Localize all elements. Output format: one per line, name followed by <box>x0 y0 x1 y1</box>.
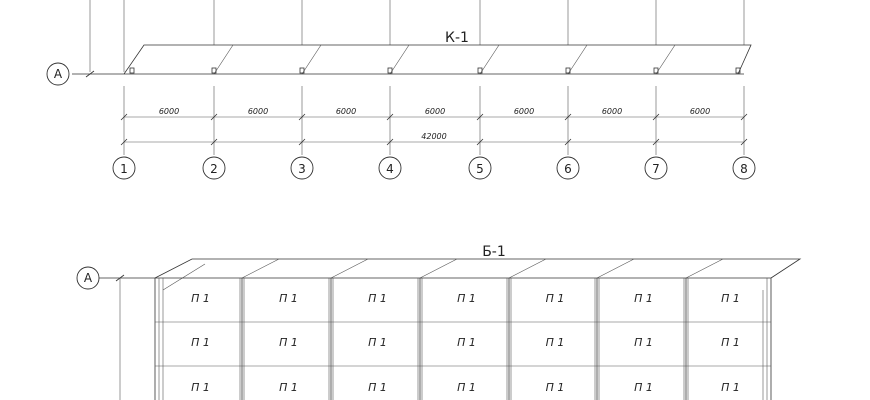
axis-label-8: 8 <box>740 162 748 176</box>
panel-label: П 1 <box>368 336 387 349</box>
plan-k1-title: К-1 <box>445 30 469 46</box>
axis-a-label-k1: А <box>53 67 63 81</box>
panel-label: П 1 <box>634 381 653 394</box>
panel-label: П 1 <box>545 336 565 349</box>
panel-label: П 1 <box>191 336 210 349</box>
plan-b1-title: Б-1 <box>482 244 506 260</box>
panel-label: П 1 <box>634 292 653 305</box>
panel-label: П 1 <box>191 292 210 305</box>
panel-label: П 1 <box>721 336 740 349</box>
axis-label-7: 7 <box>652 162 660 176</box>
axis-a-label-b1: А <box>83 271 93 285</box>
dimension-span: 6000 <box>689 107 711 116</box>
panel-label: П 1 <box>279 381 298 394</box>
dimension-span: 6000 <box>335 107 357 116</box>
panel-label: П 1 <box>545 292 565 305</box>
dimension-span: 6000 <box>247 107 269 116</box>
axis-label-5: 5 <box>476 162 484 176</box>
plan-b1 <box>77 244 800 400</box>
panel-label: П 1 <box>634 336 653 349</box>
panel-label: П 1 <box>191 381 210 394</box>
panel-label: П 1 <box>457 292 476 305</box>
axis-label-1: 1 <box>120 162 128 176</box>
panel-label: П 1 <box>279 336 298 349</box>
axis-label-4: 4 <box>386 162 394 176</box>
panel-label: П 1 <box>721 292 740 305</box>
dimension-total: 42000 <box>421 132 447 141</box>
dimension-span: 6000 <box>601 107 623 116</box>
axis-label-3: 3 <box>298 162 306 176</box>
axis-label-2: 2 <box>210 162 218 176</box>
panel-label: П 1 <box>721 381 740 394</box>
panel-label: П 1 <box>545 381 565 394</box>
dimension-span: 6000 <box>158 107 180 116</box>
dimension-span: 6000 <box>513 107 535 116</box>
panel-label: П 1 <box>279 292 298 305</box>
panel-label: П 1 <box>368 292 387 305</box>
dimension-span: 6000 <box>424 107 446 116</box>
plan-k1 <box>47 0 755 179</box>
axis-label-6: 6 <box>564 162 572 176</box>
panel-label: П 1 <box>457 336 476 349</box>
panel-label: П 1 <box>368 381 387 394</box>
panel-label: П 1 <box>457 381 476 394</box>
